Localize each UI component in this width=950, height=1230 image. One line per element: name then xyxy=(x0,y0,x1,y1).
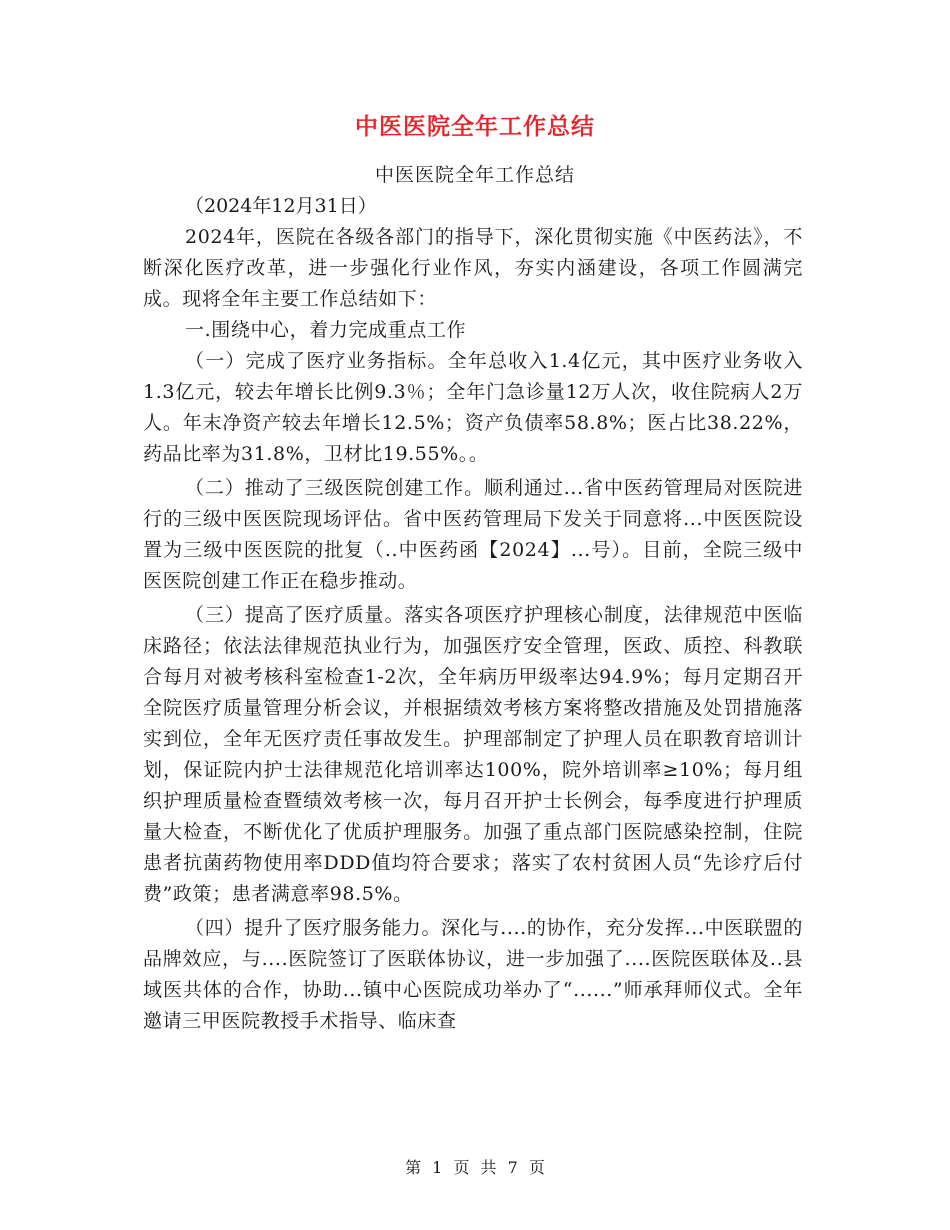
document-date: （2024年12月31日） xyxy=(185,195,377,217)
section-heading: 一.围绕中心，着力完成重点工作 xyxy=(185,319,467,341)
paragraph-intro: 2024年，医院在各级各部门的指导下，深化贯彻实施《中医药法》，不断深化医疗改革，进一步强化行业作风，夯实内涵建设，各项工作圆满完成。现将全年主要工作总结如下： xyxy=(143,226,803,310)
page-number-footer: 第 1 页 共 7 页 xyxy=(405,1158,545,1177)
document-body xyxy=(143,222,803,1037)
document-subtitle: 中医医院全年工作总结 xyxy=(374,164,575,186)
paragraph-item-4: （四）提升了医疗服务能力。深化与....的协作，充分发挥...中医联盟的品牌效应，与....医院签订了医联体协议，进一步加强了....医院医联体及..县域医共体的合作，协助...镇中心医院成功举办了“......”师承拜师仪式。全年邀请三甲医院教授手术指导、临床查 xyxy=(143,917,803,1032)
paragraph-item-2: （二）推动了三级医院创建工作。顺利通过...省中医药管理局对医院进行的三级中医医院现场评估。省中医药管理局下发关于同意将...中医医院设置为三级中医医院的批复（..中医药函【2024】...号）。目前，全院三级中医医院创建工作正在稳步推动。 xyxy=(143,477,803,592)
document-title: 中医医院全年工作总结 xyxy=(355,114,595,140)
paragraph-item-1: （一）完成了医疗业务指标。全年总收入1.4亿元，其中医疗业务收入1.3亿元，较去年增长比例9.3％；全年门急诊量12万人次，收住院病人2万人。年末净资产较去年增长12.5%；资产负债率58.8%；医占比38.22%，药品比率为31.8%，卫材比19.55%。。 xyxy=(143,350,803,465)
paragraph-item-3: （三）提高了医疗质量。落实各项医疗护理核心制度，法律规范中医临床路径；依法法律规范执业行为，加强医疗安全管理，医政、质控、科教联合每月对被考核科室检查1-2次，全年病历甲级率达94.9%；每月定期召开全院医疗质量管理分析会议，并根据绩效考核方案将整改措施及处罚措施落实到位，全年无医疗责任事故发生。护理部制定了护理人员在职教育培训计划，保证院内护士法律规范化培训率达100%，院外培训率≥10%；每月组织护理质量检查暨绩效考核一次，每月召开护士长例会，每季度进行护理质量大检查，不断优化了优质护理服务。加强了重点部门医院感染控制，住院患者抗菌药物使用率DDD值均符合要求；落实了农村贫困人员“先诊疗后付费”政策；患者满意率98.5%。 xyxy=(143,604,803,905)
